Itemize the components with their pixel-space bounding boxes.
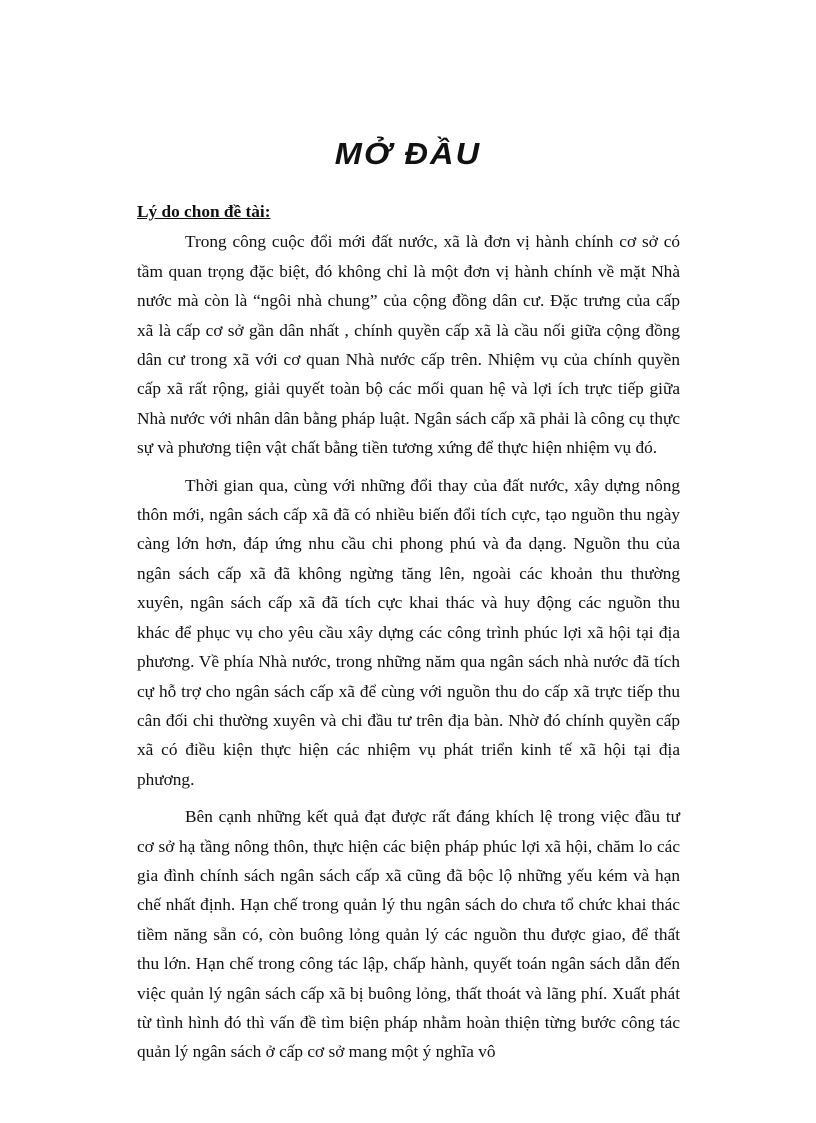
paragraph-1: Trong công cuộc đổi mới đất nước, xã là đơn vị hành chính cơ sở có tầm quan trọng đặc biệt, đó không chỉ là một đơn vị hành chính về mặt Nhà nước mà còn là “ngôi nhà chung” của cộng đồng dân cư. Đặc trưng của cấp xã là cấp cơ sở gần dân nhất , chính quyền cấp xã là cầu nối giữa cộng đồng dân cư trong xã với cơ quan Nhà nước cấp trên. Nhiệm vụ của chính quyền cấp xã rất rộng, giải quyết toàn bộ các mối quan hệ và lợi ích trực tiếp giữa Nhà nước với nhân dân bằng pháp luật. Ngân sách cấp xã phải là công cụ thực sự và phương tiện vật chất bằng tiền tương xứng để thực hiện nhiệm vụ đó. bbox=[137, 232, 680, 458]
paragraph-3: Bên cạnh những kết quả đạt được rất đáng khích lệ trong việc đầu tư cơ sở hạ tầng nông thôn, thực hiện các biện pháp phúc lợi xã hội, chăm lo các gia đình chính sách ngân sách cấp xã cũng đã bộc lộ những yếu kém và hạn chế nhất định. Hạn chế trong quản lý thu ngân sách do chưa tổ chức khai thác tiềm năng sẵn có, còn buông lỏng quản lý các nguồn thu được giao, để thất thu lớn. Hạn chế trong công tác lập, chấp hành, quyết toán ngân sách dẫn đến việc quản lý ngân sách cấp xã bị buông lỏng, thất thoát và lãng phí. Xuất phát từ tình hình đó thì vấn đề tìm biện pháp nhằm hoàn thiện từng bước công tác quản lý ngân sách ở cấp cơ sở mang một ý nghĩa vô bbox=[137, 807, 680, 1062]
section-heading: Lý do chon đề tài: bbox=[137, 202, 271, 221]
page-title: MỞ ĐẦU bbox=[334, 136, 482, 171]
paragraph-2: Thời gian qua, cùng với những đổi thay của đất nước, xây dựng nông thôn mới, ngân sách cấp xã đã có nhiều biến đổi tích cực, tạo nguồn thu ngày càng lớn hơn, đáp ứng nhu cầu chi phong phú và đa dạng. Nguồn thu của ngân sách cấp xã đã không ngừng tăng lên, ngoài các khoản thu thường xuyên, ngân sách cấp xã đã tích cực khai thác và huy động các nguồn thu khác để phục vụ cho yêu cầu xây dựng các công trình phúc lợi xã hội tại địa phương. Về phía Nhà nước, trong những năm qua ngân sách nhà nước đã tích cự hỗ trợ cho ngân sách cấp xã để cùng với nguồn thu do cấp xã trực tiếp thu cân đối chi thường xuyên và chi đầu tư trên địa bàn. Nhờ đó chính quyền cấp xã có điều kiện thực hiện các nhiệm vụ phát triển kinh tế xã hội tại địa phương. bbox=[137, 475, 680, 789]
body-text bbox=[137, 197, 680, 1075]
